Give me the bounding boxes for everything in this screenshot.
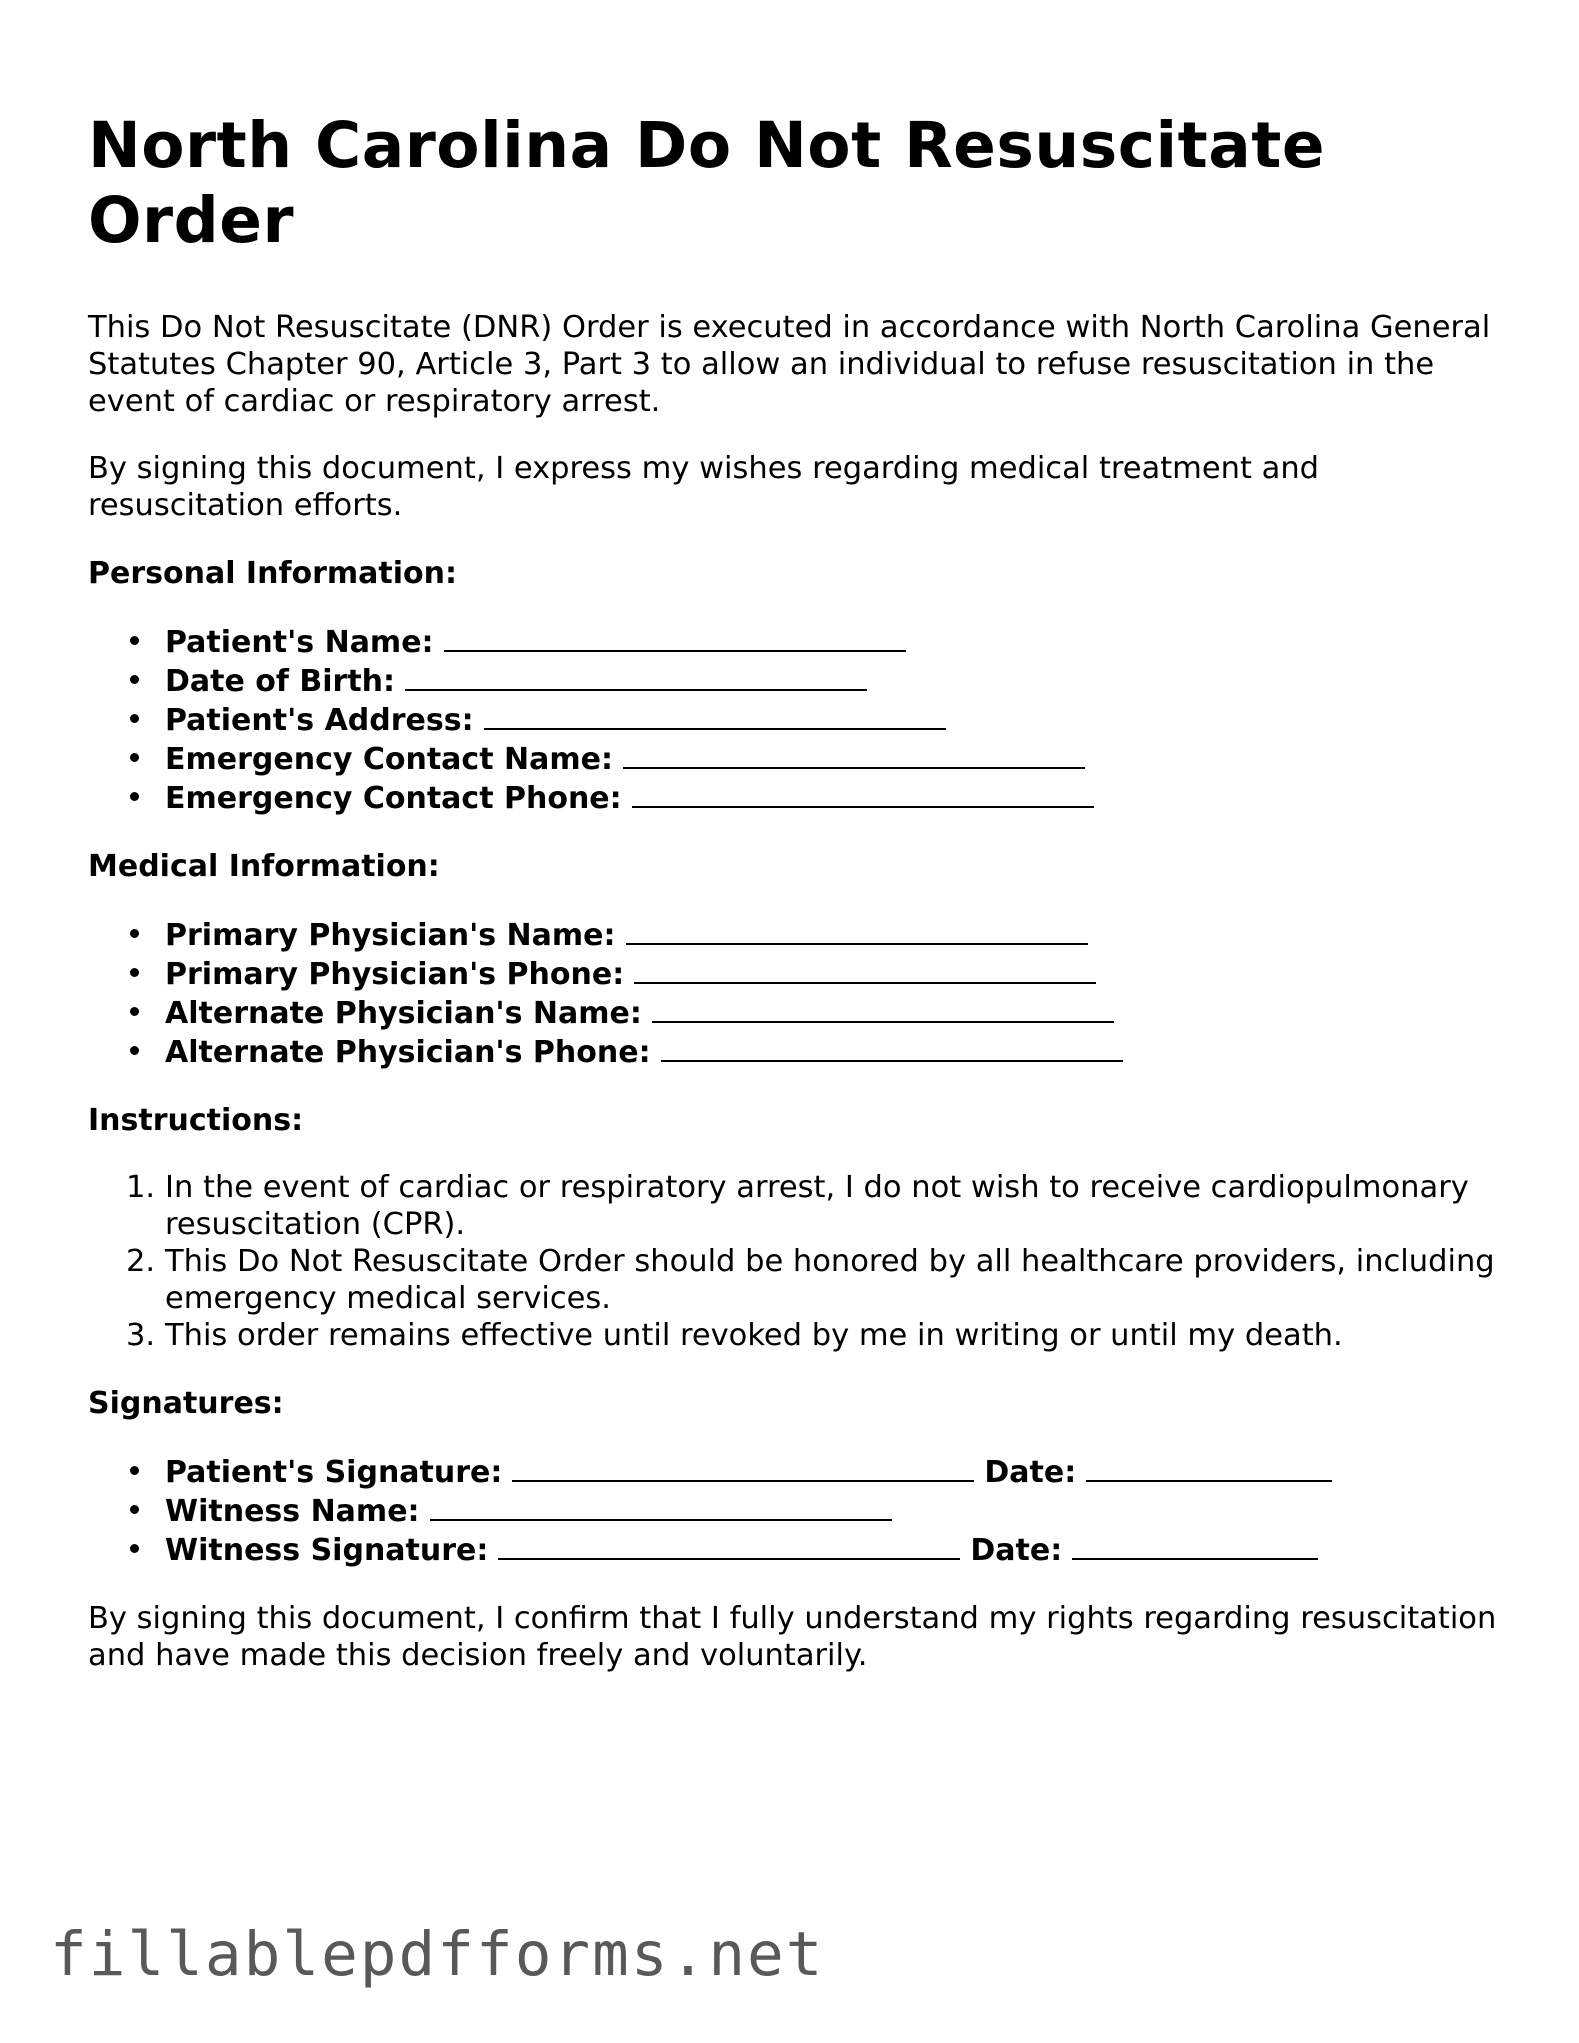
field-label: Emergency Contact Name: [165,742,613,777]
document-page [88,108,1508,1674]
bullet-icon [130,675,139,684]
personal-information-list [88,622,1508,817]
alternate-physician-phone-field [88,1032,1508,1071]
instruction-text: In the event of cardiac or respiratory arrest, I do not wish to receive cardiopulmonary resuscitation (CPR). [165,1170,1469,1242]
alternate-physician-phone-input-line[interactable] [661,1032,1123,1062]
instruction-item [88,1169,1508,1243]
witness-signature-date-input-line[interactable] [1072,1530,1318,1560]
statement-paragraph: By signing this document, I express my wishes regarding medical treatment and resuscitation efforts. [88,451,1320,523]
field-label: Primary Physician's Phone: [165,957,625,992]
field-label: Patient's Name: [165,625,434,660]
bullet-icon [130,1046,139,1055]
intro-paragraph: This Do Not Resuscitate (DNR) Order is executed in accordance with North Carolina General Statutes Chapter 90, Article 3, Part 3 to allow an individual to refuse resuscitation in the event of cardiac or respiratory arrest. [88,310,1491,419]
date-of-birth-input-line[interactable] [405,661,867,691]
bullet-icon [130,929,139,938]
date-label: Date: [984,1455,1077,1490]
closing-paragraph: By signing this document, I confirm that I fully understand my rights regarding resuscitation and have made this decision freely and voluntarily. [88,1601,1497,1673]
emergency-contact-phone-input-line[interactable] [632,778,1094,808]
personal-information-heading: Personal Information: [88,556,457,591]
bullet-icon [130,968,139,977]
witness-signature-field [88,1530,1508,1569]
bullet-icon [130,1007,139,1016]
field-label: Witness Name: [165,1494,420,1529]
signatures-heading: Signatures: [88,1386,284,1421]
primary-physician-name-input-line[interactable] [626,915,1088,945]
alternate-physician-name-input-line[interactable] [652,993,1114,1023]
bullet-icon [130,636,139,645]
patient-signature-input-line[interactable] [512,1452,974,1482]
date-label: Date: [970,1533,1063,1568]
alternate-physician-name-field [88,993,1508,1032]
primary-physician-name-field [88,915,1508,954]
witness-signature-input-line[interactable] [498,1530,960,1560]
emergency-contact-phone-field [88,778,1508,817]
patient-name-input-line[interactable] [444,622,906,652]
date-of-birth-field [88,661,1508,700]
instruction-text: This order remains effective until revoked by me in writing or until my death. [165,1318,1343,1353]
field-label: Emergency Contact Phone: [165,781,622,816]
witness-name-field [88,1491,1508,1530]
field-label: Patient's Signature: [165,1455,503,1490]
patient-address-field [88,700,1508,739]
medical-information-list [88,915,1508,1071]
patient-signature-date-input-line[interactable] [1086,1452,1332,1482]
document-title: North Carolina Do Not Resuscitate Order [88,109,1326,257]
field-label: Date of Birth: [165,664,396,699]
field-label: Alternate Physician's Name: [165,996,642,1031]
patient-signature-field [88,1452,1508,1491]
bullet-icon [130,1505,139,1514]
bullet-icon [130,714,139,723]
instructions-heading: Instructions: [88,1103,304,1138]
medical-information-heading: Medical Information: [88,849,440,884]
patient-address-input-line[interactable] [484,700,946,730]
instruction-number: 1. [126,1170,156,1205]
instructions-list [88,1169,1508,1354]
bullet-icon [130,1544,139,1553]
field-label: Alternate Physician's Phone: [165,1035,651,1070]
field-label: Witness Signature: [165,1533,489,1568]
instruction-item [88,1243,1508,1317]
bullet-icon [130,753,139,762]
instruction-item [88,1317,1508,1354]
instruction-text: This Do Not Resuscitate Order should be honored by all healthcare providers, including emergency medical services. [165,1244,1495,1316]
emergency-contact-name-input-line[interactable] [623,739,1085,769]
field-label: Primary Physician's Name: [165,918,616,953]
watermark: fillablepdfforms.net [50,1919,825,1990]
witness-name-input-line[interactable] [430,1491,892,1521]
field-label: Patient's Address: [165,703,474,738]
primary-physician-phone-input-line[interactable] [634,954,1096,984]
instruction-number: 3. [126,1318,156,1353]
bullet-icon [130,1466,139,1475]
instruction-number: 2. [126,1244,156,1279]
bullet-icon [130,792,139,801]
primary-physician-phone-field [88,954,1508,993]
emergency-contact-name-field [88,739,1508,778]
signatures-list [88,1452,1508,1569]
patient-name-field [88,622,1508,661]
